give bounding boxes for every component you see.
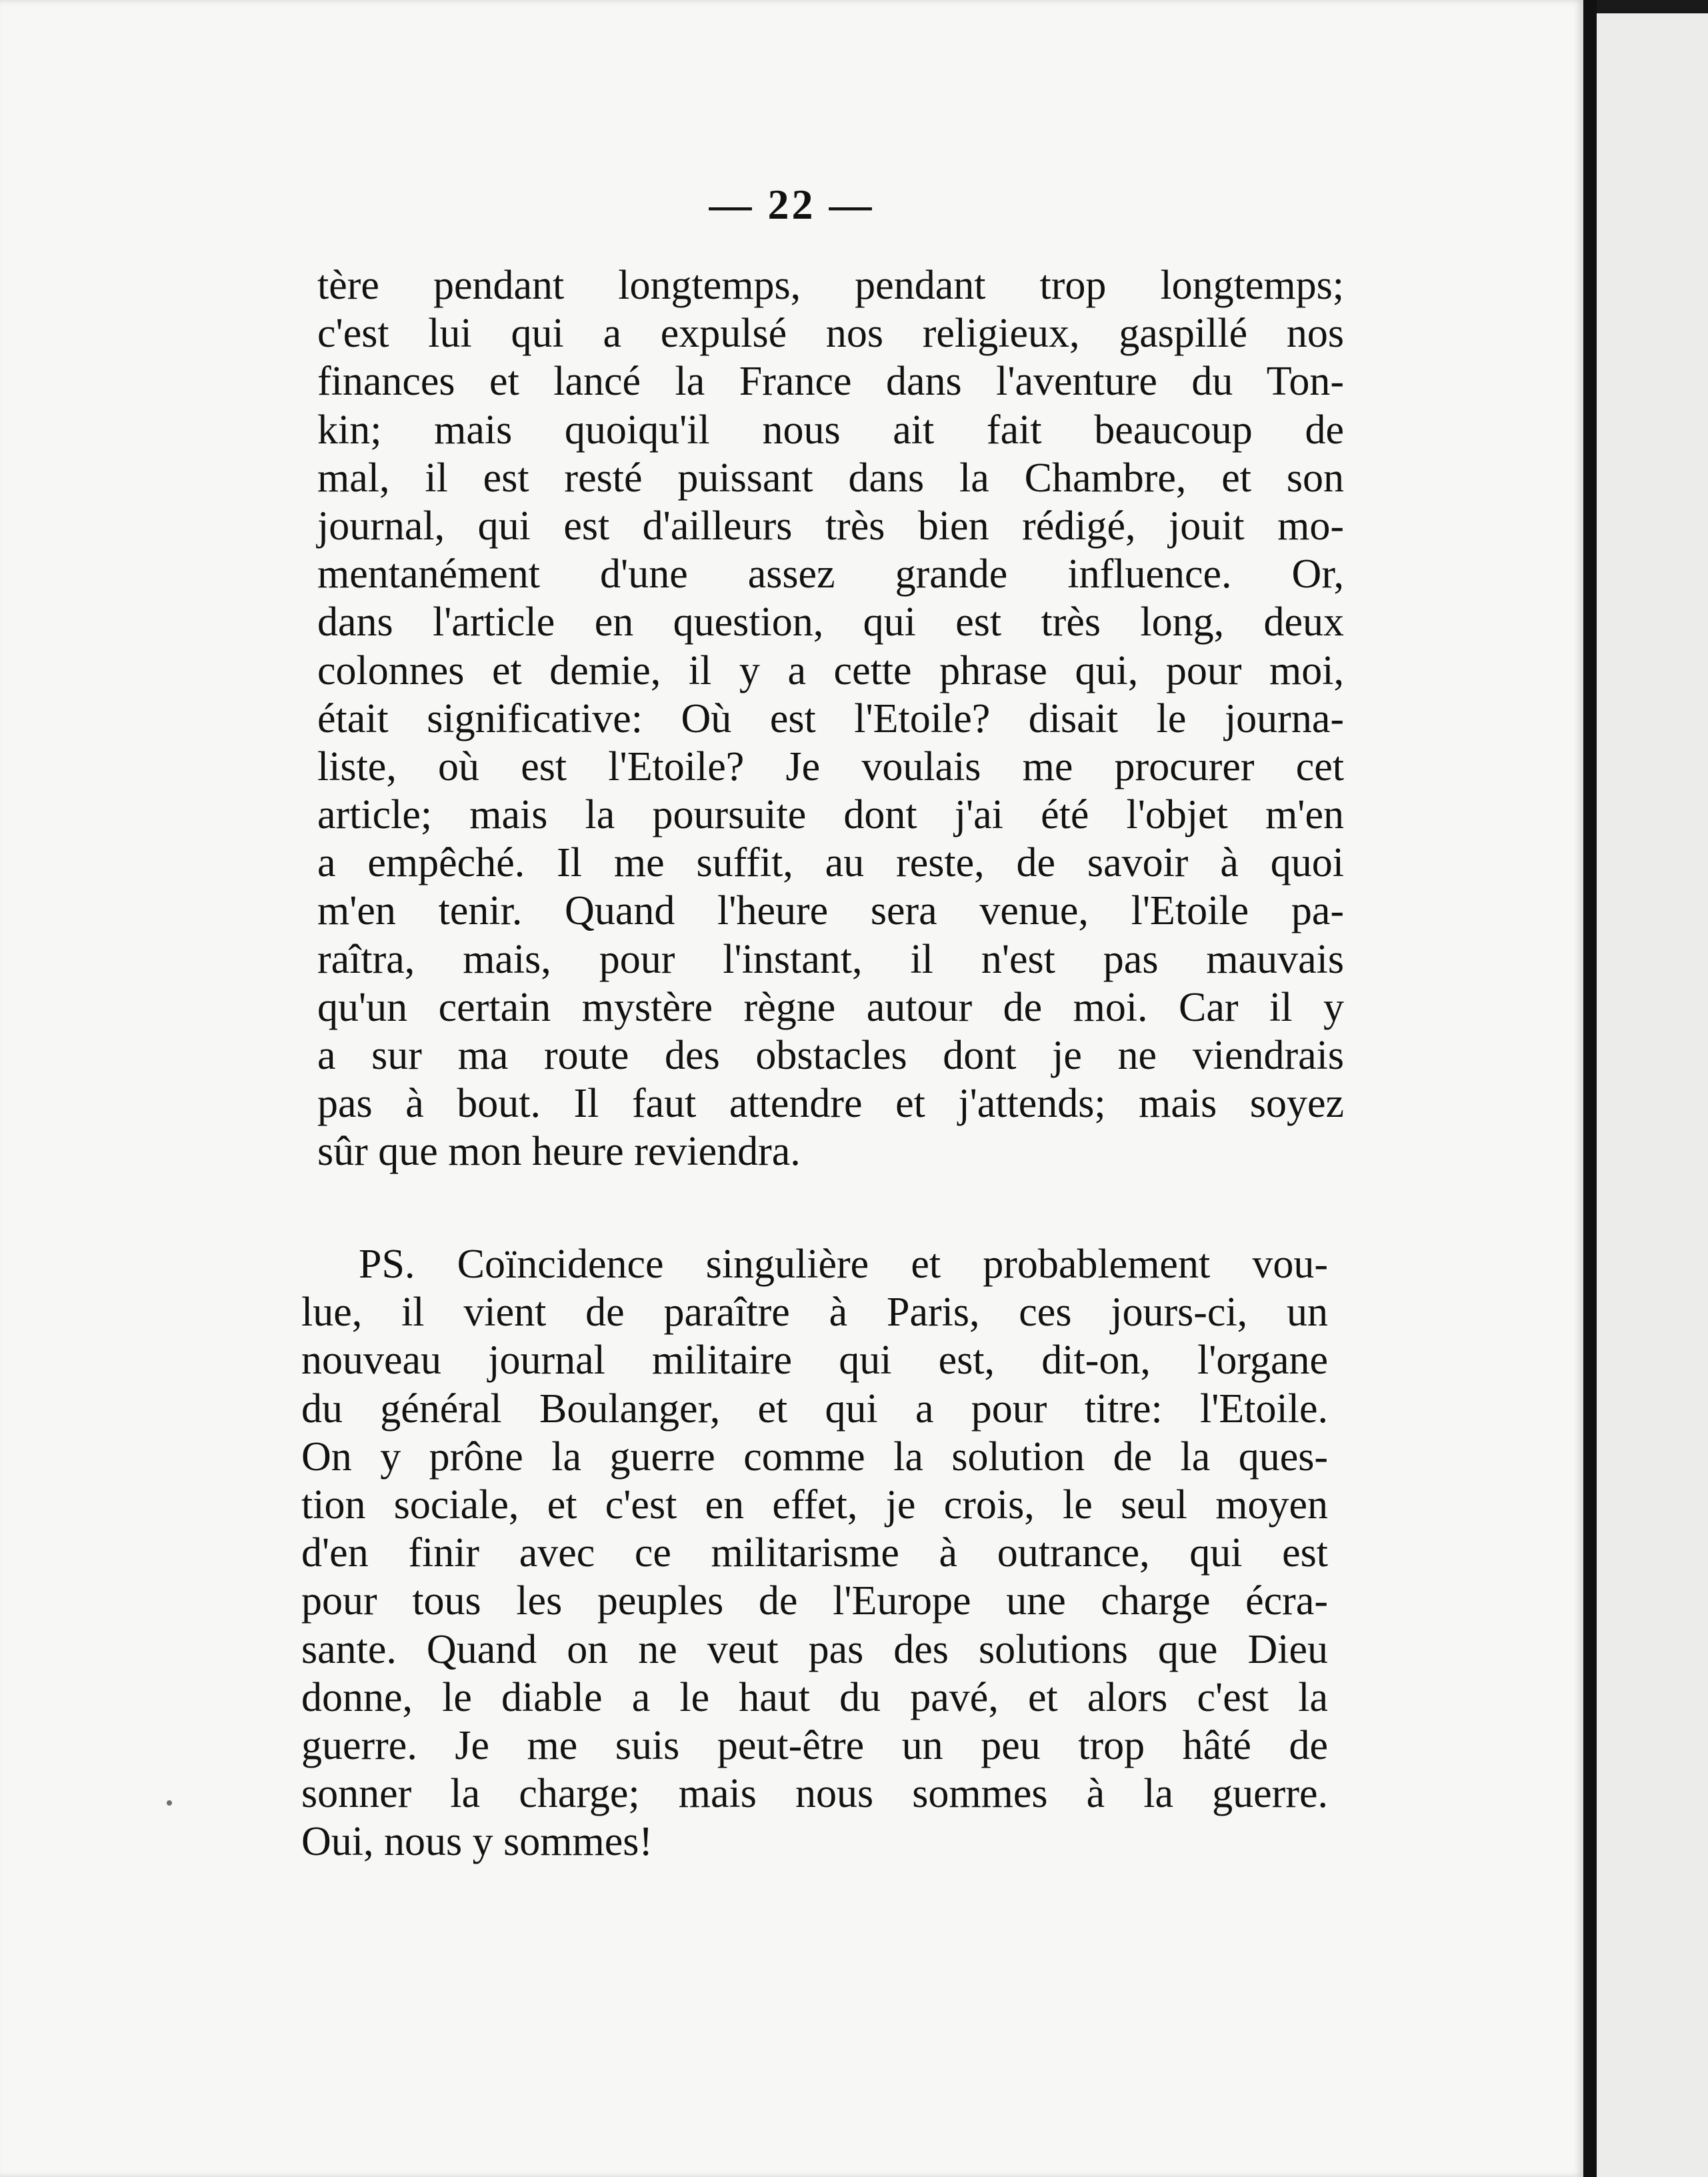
text-line: tère pendant longtemps, pendant trop longtemps; [317, 263, 1344, 308]
text-line: d'en finir avec ce militarisme à outrance, qui est [301, 1530, 1328, 1576]
text-line: m'en tenir. Quand l'heure sera venue, l'Etoile pa- [317, 888, 1344, 934]
ink-speck [167, 1800, 172, 1806]
text-line: article; mais la poursuite dont j'ai été l'objet m'en [317, 792, 1344, 838]
text-line: nouveau journal militaire qui est, dit-on, l'organe [301, 1338, 1328, 1384]
page-binding-edge [1583, 0, 1597, 2177]
text-line: journal, qui est d'ailleurs très bien rédigé, jouit mo- [317, 503, 1344, 549]
page-number: — 22 — [709, 181, 875, 228]
text-line: a empêché. Il me suffit, au reste, de savoir à quoi [317, 840, 1344, 886]
text-line: mal, il est resté puissant dans la Chambre, et son [317, 455, 1344, 501]
text-line: On y prône la guerre comme la solution de la ques- [301, 1434, 1328, 1480]
paragraph-one [317, 261, 1344, 1176]
text-line: finances et lancé la France dans l'aventure du Ton- [317, 359, 1344, 405]
text-line: lue, il vient de paraître à Paris, ces jours-ci, un [301, 1290, 1328, 1336]
text-line: sonner la charge; mais nous sommes à la guerre. [301, 1771, 1328, 1817]
text-line: sante. Quand on ne veut pas des solutions que Dieu [301, 1626, 1328, 1672]
text-line: a sur ma route des obstacles dont je ne viendrais [317, 1033, 1344, 1078]
text-line: raîtra, mais, pour l'instant, il n'est pas mauvais [317, 936, 1344, 982]
paragraph-two [301, 1240, 1328, 1866]
text-line: pour tous les peuples de l'Europe une charge écra- [301, 1578, 1328, 1624]
text-line: PS. Coïncidence singulière et probablement vou- [359, 1242, 1328, 1287]
text-line: Oui, nous y sommes! [301, 1819, 653, 1865]
text-line: kin; mais quoiqu'il nous ait fait beaucoup de [317, 407, 1344, 453]
text-line: donne, le diable a le haut du pavé, et alors c'est la [301, 1674, 1328, 1720]
text-line: tion sociale, et c'est en effet, je crois, le seul moyen [301, 1482, 1328, 1528]
text-line: liste, où est l'Etoile? Je voulais me procurer cet [317, 743, 1344, 789]
text-line: qu'un certain mystère règne autour de moi. Car il y [317, 984, 1344, 1030]
text-line: colonnes et demie, il y a cette phrase qui, pour moi, [317, 647, 1344, 693]
text-line: guerre. Je me suis peut-être un peu trop hâté de [301, 1722, 1328, 1768]
text-line: du général Boulanger, et qui a pour titre: l'Etoile. [301, 1386, 1328, 1432]
next-leaf-shadow [1597, 0, 1708, 13]
text-line: dans l'article en question, qui est très long, deux [317, 599, 1344, 645]
next-page-edge [1597, 13, 1708, 2177]
text-line: c'est lui qui a expulsé nos religieux, gaspillé nos [317, 311, 1344, 357]
text-line: sûr que mon heure reviendra. [317, 1129, 801, 1175]
text-line: était significative: Où est l'Etoile? disait le journa- [317, 695, 1344, 741]
text-line: pas à bout. Il faut attendre et j'attends; mais soyez [317, 1081, 1344, 1127]
text-line: mentanément d'une assez grande influence. Or, [317, 551, 1344, 597]
